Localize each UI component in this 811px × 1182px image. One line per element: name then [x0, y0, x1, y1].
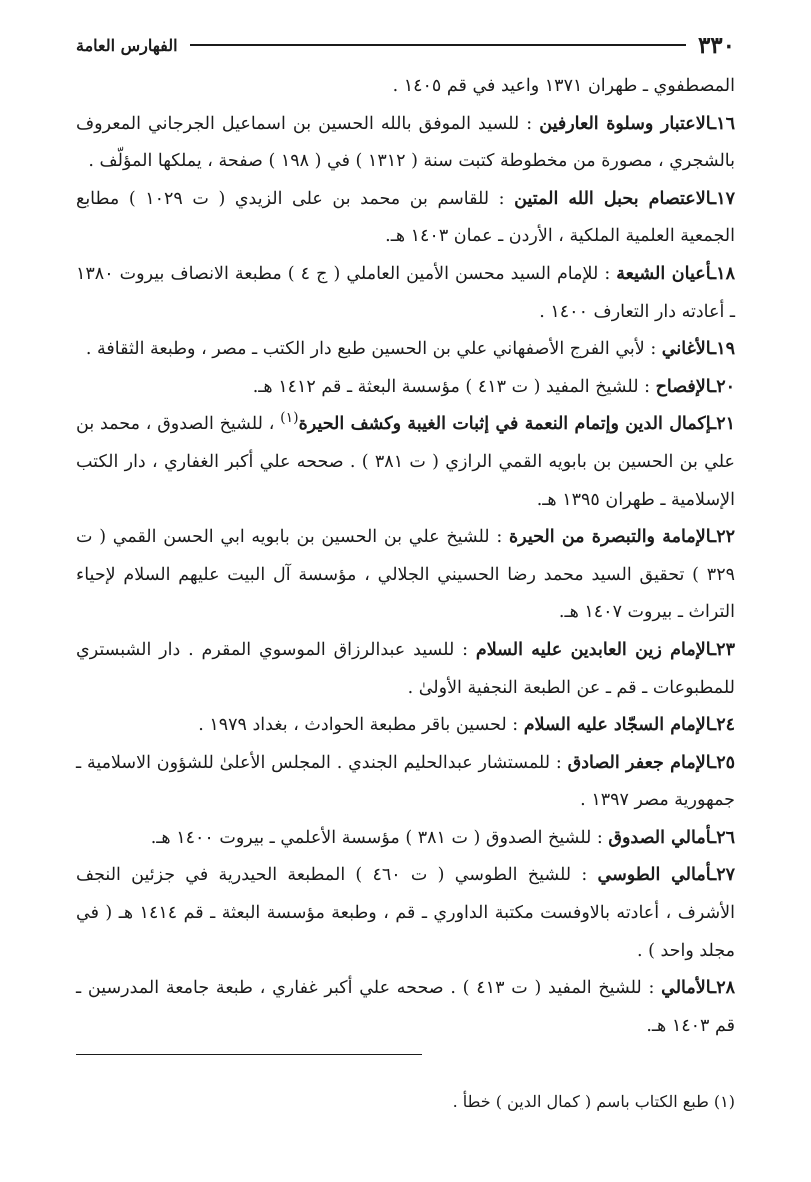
bibliography-entry-28 [76, 970, 735, 1045]
entry-title: إكمال الدين وإتمام النعمة في إثبات الغيبة وكشف الحيرة [298, 414, 712, 435]
bibliography-entry-17 [76, 181, 735, 256]
entry-title: الإمام زين العابدين عليه السلام [475, 639, 712, 660]
footnote-separator [76, 1054, 422, 1055]
entry-body: : للسيد الموفق بالله الحسين بن اسماعيل الجرجاني المعروف بالشجري ، مصورة من مخطوطة كتبت سنة ( ١٣١٢ ) في ( ١٩٨ ) صفحة ، يملكها المؤلّف . [76, 113, 735, 172]
continuation-text: المصطفوي ـ طهران ١٣٧١ واعيد في قم ١٤٠٥ . [392, 76, 735, 96]
footnote-text: (١) طبع الكتاب باسم ( كمال الدين ) خطأ . [452, 1092, 735, 1111]
entry-number: ٢٥ـ [711, 752, 735, 773]
entry-number: ٢٦ـ [711, 827, 735, 848]
entry-number: ٢٠ـ [711, 376, 735, 397]
entry-title: الإفصاح [655, 376, 712, 397]
entry-title: الإمام جعفر الصادق [567, 752, 712, 773]
bibliography-entry-27 [76, 857, 735, 970]
bibliography-entry-25 [76, 745, 735, 820]
page-number: ٣٣٠ [697, 31, 735, 59]
entry-number: ١٩ـ [711, 339, 735, 360]
entry-number: ٢٨ـ [711, 978, 735, 999]
entry-number: ٢٤ـ [711, 715, 735, 736]
page-body [76, 68, 735, 1045]
entry-body: : للقاسم بن محمد بن على الزيدي ( ت ١٠٢٩ ) مطابع الجمعية العلمية الملكية ، الأردن ـ عمان ١٤٠٣ هـ. [76, 188, 735, 247]
footnote-reference: (١) [280, 410, 299, 427]
bibliography-entry-24 [76, 707, 735, 745]
entry-body: : للمستشار عبدالحليم الجندي . المجلس الأعلىٰ للشؤون الاسلامية ـ جمهورية مصر ١٣٩٧ . [76, 752, 735, 811]
bibliography-entry-16 [76, 106, 735, 181]
entry-body: : للسيد عبدالرزاق الموسوي المقرم . دار الشبستري للمطبوعات ـ قم ـ عن الطبعة النجفية الأولىٰ . [76, 639, 735, 698]
entry-body: : للشيخ المفيد ( ت ٤١٣ ) مؤسسة البعثة ـ قم ١٤١٢ هـ. [252, 376, 656, 397]
entry-number: ٢٧ـ [711, 865, 736, 886]
entry-title: أعيان الشيعة [616, 263, 712, 284]
entry-body: : لأبي الفرج الأصفهاني علي بن الحسين طبع دار الكتب ـ مصر ، وطبعة الثقافة . [85, 339, 662, 360]
entry-body: ، للشيخ الصدوق ، محمد بن علي بن الحسين بن بابويه القمي الرازي ( ت ٣٨١ ) . صححه علي أكبر الغفاري ، دار الكتب الإسلامية ـ طهران ١٣٩٥ هـ. [76, 414, 735, 510]
entry-body: : للشيخ الصدوق ( ت ٣٨١ ) مؤسسة الأعلمي ـ بيروت ١٤٠٠ هـ. [150, 827, 609, 848]
entry-body: : للشيخ المفيد ( ت ٤١٣ ) . صححه علي أكبر غفاري ، طبعة جامعة المدرسين ـ قم ١٤٠٣ هـ. [76, 978, 735, 1036]
bibliography-entry-22 [76, 519, 735, 632]
entry-body: : لحسين باقر مطبعة الحوادث ، بغداد ١٩٧٩ . [198, 715, 524, 736]
bibliography-entry-18 [76, 256, 735, 331]
entry-title: الإمام السجّاد عليه السلام [523, 715, 712, 736]
entry-title: أمالي الصدوق [608, 827, 712, 848]
bibliography-entry-21 [76, 406, 735, 519]
entry-number: ١٧ـ [711, 188, 735, 209]
entry-number: ١٦ـ [711, 113, 735, 134]
entry-title: الاعتبار وسلوة العارفين [539, 113, 712, 134]
bibliography-entry-26 [76, 820, 735, 858]
page-header [76, 30, 735, 60]
bibliography-entry-20 [76, 369, 735, 407]
entry-title: الاعتصام بحبل الله المتين [514, 188, 712, 209]
entry-title: الأغاني [661, 339, 712, 360]
entry-number: ٢١ـ [711, 414, 735, 435]
entry-title: أمالي الطوسي [597, 865, 712, 886]
entry-title: الأمالي [661, 978, 712, 999]
running-title: الفهارس العامة [76, 35, 178, 55]
entry-body: : للشيخ الطوسي ( ت ٤٦٠ ) المطبعة الحيدرية في جزئين النجف الأشرف ، أعادته بالاوفست مكتبة الداوري ـ قم ، وطبعة مؤسسة البعثة ـ قم ١٤١٤ هـ ( في مجلد واحد ) . [76, 865, 735, 961]
header-rule [190, 44, 686, 46]
entry-title: الإمامة والتبصرة من الحيرة [509, 527, 712, 548]
entry-number: ٢٢ـ [711, 527, 735, 548]
entry-number: ٢٣ـ [711, 639, 735, 660]
bibliography-entry-23 [76, 632, 735, 707]
entry-number: ١٨ـ [711, 263, 735, 284]
bibliography-entry-19 [76, 331, 735, 369]
entry-body: : للإمام السيد محسن الأمين العاملي ( ج ٤ ) مطبعة الانصاف بيروت ١٣٨٠ ـ أعادته دار التعارف ١٤٠٠ . [76, 263, 735, 322]
entry-body: : للشيخ علي بن الحسين بن بابويه ابي الحسن القمي ( ت ٣٢٩ ) تحقيق السيد محمد رضا الحسيني الجلالي ، مؤسسة آل البيت عليهم السلام لإحياء التراث ـ بيروت ١٤٠٧ هـ. [76, 527, 735, 623]
